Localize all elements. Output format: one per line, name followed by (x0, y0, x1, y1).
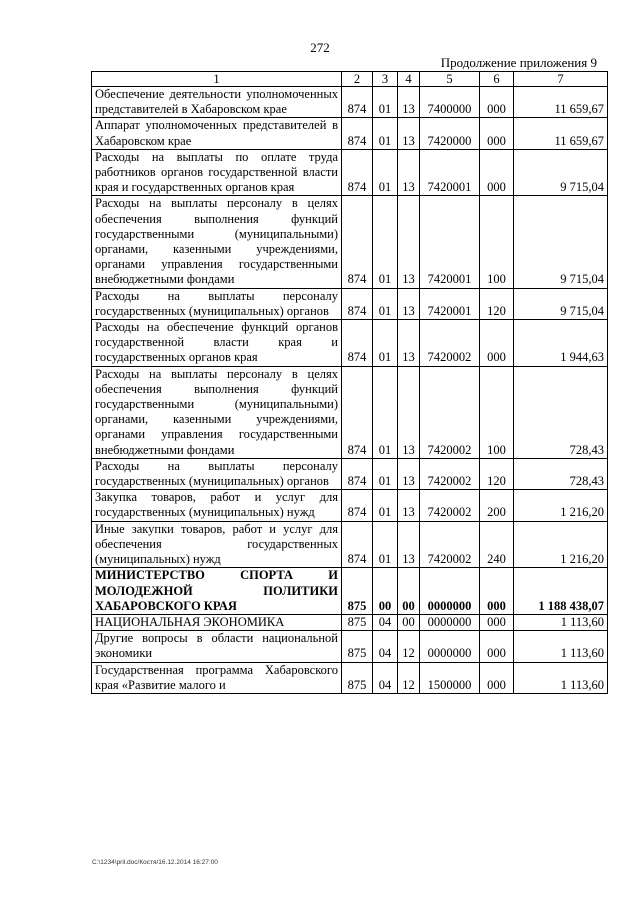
target-article-cell: 7400000 (420, 87, 480, 118)
amount-cell: 11 659,67 (514, 118, 608, 149)
row-name-cell: НАЦИОНАЛЬНАЯ ЭКОНОМИКА (92, 614, 342, 630)
expense-type-cell: 200 (480, 490, 514, 521)
table-row (92, 614, 608, 630)
admin-code-cell: 874 (342, 366, 373, 458)
target-article-cell: 0000000 (420, 614, 480, 630)
column-header: 4 (398, 72, 420, 87)
target-article-cell: 7420000 (420, 118, 480, 149)
section-code-cell: 01 (373, 149, 398, 196)
target-article-cell: 7420001 (420, 288, 480, 319)
target-article-cell: 7420002 (420, 521, 480, 568)
subsection-code-cell: 12 (398, 662, 420, 693)
admin-code-cell: 874 (342, 320, 373, 367)
target-article-cell: 1500000 (420, 662, 480, 693)
row-name-cell: Расходы на выплаты персоналу государственных (муниципальных) органов (92, 288, 342, 319)
row-name-cell: Расходы на выплаты персоналу в целях обеспечения выполнения функций государственными (муниципальными) органами, казенными учреждениями, органами управления государственными внебюджетными фондами (92, 196, 342, 288)
admin-code-cell: 874 (342, 118, 373, 149)
subsection-code-cell: 13 (398, 490, 420, 521)
section-code-cell: 01 (373, 288, 398, 319)
admin-code-cell: 875 (342, 614, 373, 630)
admin-code-cell: 875 (342, 568, 373, 615)
row-name-cell: Другие вопросы в области национальной экономики (92, 631, 342, 662)
section-code-cell: 01 (373, 490, 398, 521)
row-name-cell: Закупка товаров, работ и услуг для государственных (муниципальных) нужд (92, 490, 342, 521)
amount-cell: 728,43 (514, 366, 608, 458)
admin-code-cell: 875 (342, 631, 373, 662)
row-name-cell: Расходы на выплаты по оплате труда работников органов государственной власти края и государственных органов края (92, 149, 342, 196)
subsection-code-cell: 12 (398, 631, 420, 662)
subsection-code-cell: 00 (398, 568, 420, 615)
table-row (92, 87, 608, 118)
admin-code-cell: 874 (342, 87, 373, 118)
amount-cell: 9 715,04 (514, 288, 608, 319)
target-article-cell: 7420002 (420, 490, 480, 521)
column-header: 3 (373, 72, 398, 87)
row-name-cell: Иные закупки товаров, работ и услуг для обеспечения государственных (муниципальных) нужд (92, 521, 342, 568)
amount-cell: 1 188 438,07 (514, 568, 608, 615)
amount-cell: 9 715,04 (514, 196, 608, 288)
amount-cell: 1 113,60 (514, 631, 608, 662)
expense-type-cell: 000 (480, 320, 514, 367)
subsection-code-cell: 13 (398, 458, 420, 489)
expense-type-cell: 000 (480, 568, 514, 615)
admin-code-cell: 874 (342, 521, 373, 568)
continuation-caption: Продолжение приложения 9 (440, 55, 597, 70)
budget-table (91, 71, 608, 694)
expense-type-cell: 000 (480, 662, 514, 693)
subsection-code-cell: 13 (398, 87, 420, 118)
admin-code-cell: 875 (342, 662, 373, 693)
amount-cell: 1 216,20 (514, 490, 608, 521)
target-article-cell: 7420002 (420, 458, 480, 489)
target-article-cell: 0000000 (420, 568, 480, 615)
page-number: 272 (310, 40, 330, 55)
row-name-cell: Государственная программа Хабаровского края «Развитие малого и (92, 662, 342, 693)
section-code-cell: 01 (373, 366, 398, 458)
table-row (92, 458, 608, 489)
target-article-cell: 7420001 (420, 149, 480, 196)
column-header: 7 (514, 72, 608, 87)
table-row (92, 568, 608, 615)
expense-type-cell: 000 (480, 614, 514, 630)
expense-type-cell: 120 (480, 288, 514, 319)
subsection-code-cell: 13 (398, 196, 420, 288)
subsection-code-cell: 13 (398, 366, 420, 458)
table-row (92, 118, 608, 149)
admin-code-cell: 874 (342, 490, 373, 521)
target-article-cell: 0000000 (420, 631, 480, 662)
table-row (92, 149, 608, 196)
section-code-cell: 01 (373, 196, 398, 288)
expense-type-cell: 100 (480, 196, 514, 288)
expense-type-cell: 000 (480, 87, 514, 118)
row-name-cell: Обеспечение деятельности уполномоченных представителей в Хабаровском крае (92, 87, 342, 118)
column-header: 1 (92, 72, 342, 87)
section-code-cell: 01 (373, 521, 398, 568)
subsection-code-cell: 13 (398, 118, 420, 149)
file-path-footer: C:\1234\pril.doc/Костя/16.12.2014 16:27:00 (92, 859, 218, 866)
subsection-code-cell: 13 (398, 521, 420, 568)
admin-code-cell: 874 (342, 149, 373, 196)
section-code-cell: 04 (373, 614, 398, 630)
column-header: 5 (420, 72, 480, 87)
section-code-cell: 00 (373, 568, 398, 615)
row-name-cell: МИНИСТЕРСТВО СПОРТА И МОЛОДЕЖНОЙ ПОЛИТИКИ ХАБАРОВСКОГО КРАЯ (92, 568, 342, 615)
amount-cell: 1 944,63 (514, 320, 608, 367)
expense-type-cell: 100 (480, 366, 514, 458)
admin-code-cell: 874 (342, 458, 373, 489)
expense-type-cell: 000 (480, 631, 514, 662)
subsection-code-cell: 13 (398, 288, 420, 319)
table-row (92, 631, 608, 662)
amount-cell: 1 113,60 (514, 662, 608, 693)
amount-cell: 11 659,67 (514, 87, 608, 118)
table-row (92, 196, 608, 288)
section-code-cell: 04 (373, 631, 398, 662)
column-header: 2 (342, 72, 373, 87)
section-code-cell: 01 (373, 320, 398, 367)
subsection-code-cell: 13 (398, 320, 420, 367)
row-name-cell: Расходы на выплаты персоналу в целях обеспечения выполнения функций государственными (муниципальными) органами, казенными учреждениями, органами управления государственными внебюджетными фондами (92, 366, 342, 458)
section-code-cell: 01 (373, 118, 398, 149)
row-name-cell: Аппарат уполномоченных представителей в Хабаровском крае (92, 118, 342, 149)
row-name-cell: Расходы на обеспечение функций органов государственной власти края и государственных органов края (92, 320, 342, 367)
admin-code-cell: 874 (342, 288, 373, 319)
subsection-code-cell: 00 (398, 614, 420, 630)
expense-type-cell: 240 (480, 521, 514, 568)
amount-cell: 1 216,20 (514, 521, 608, 568)
table-row (92, 288, 608, 319)
column-header: 6 (480, 72, 514, 87)
amount-cell: 1 113,60 (514, 614, 608, 630)
header-row (92, 72, 608, 87)
expense-type-cell: 000 (480, 118, 514, 149)
table-row (92, 366, 608, 458)
expense-type-cell: 120 (480, 458, 514, 489)
section-code-cell: 01 (373, 458, 398, 489)
table-row (92, 490, 608, 521)
subsection-code-cell: 13 (398, 149, 420, 196)
table-row (92, 662, 608, 693)
admin-code-cell: 874 (342, 196, 373, 288)
target-article-cell: 7420002 (420, 366, 480, 458)
amount-cell: 728,43 (514, 458, 608, 489)
table-row (92, 320, 608, 367)
section-code-cell: 01 (373, 87, 398, 118)
target-article-cell: 7420002 (420, 320, 480, 367)
section-code-cell: 04 (373, 662, 398, 693)
row-name-cell: Расходы на выплаты персоналу государственных (муниципальных) органов (92, 458, 342, 489)
expense-type-cell: 000 (480, 149, 514, 196)
amount-cell: 9 715,04 (514, 149, 608, 196)
table-row (92, 521, 608, 568)
target-article-cell: 7420001 (420, 196, 480, 288)
